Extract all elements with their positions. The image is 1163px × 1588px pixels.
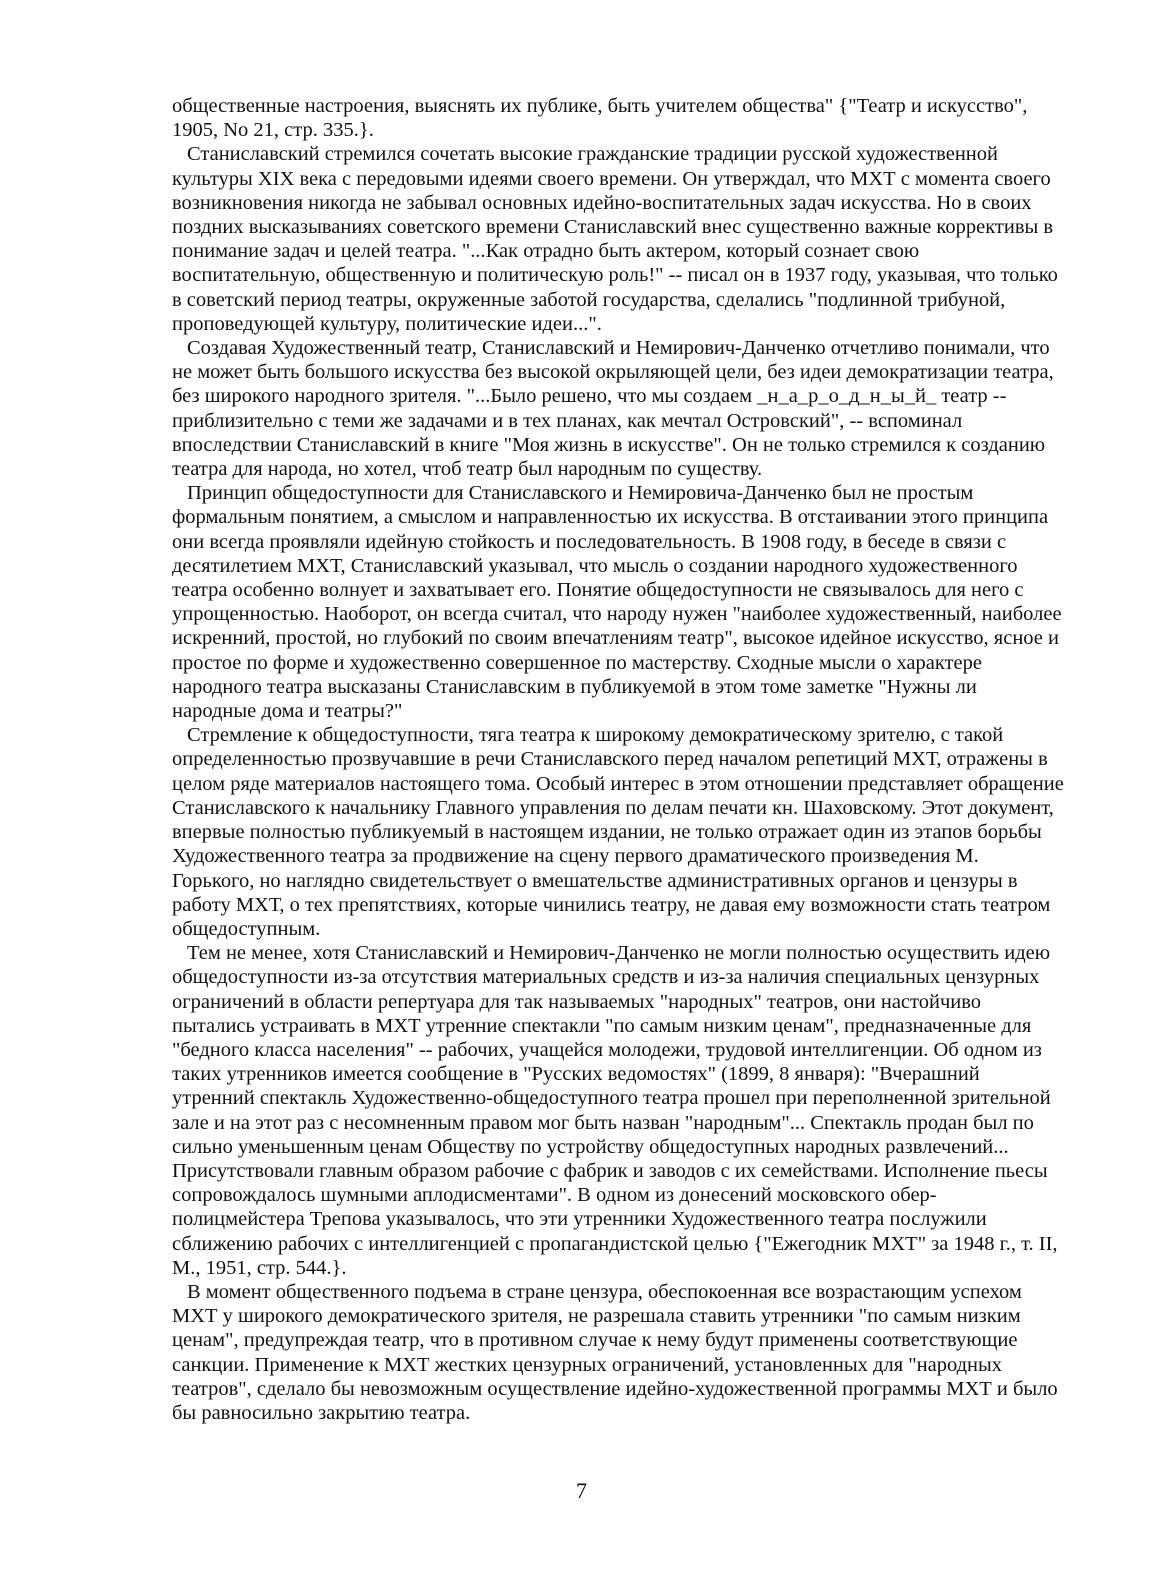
paragraph-people-theatre: Создавая Художественный театр, Станиславский и Немирович-Данченко отчетливо понимали, что не может быть большого искусства без высокой окрыляющей цели, без идеи демократизации театра, без широкого народного зрителя. "...Было решено, что мы создаем _н_а_р_о_д_н_ы_й_ театр -- приблизительно с теми же задачами и в тех планах, как мечтал Островский", -- вспоминал впоследствии Станиславский в книге "Моя жизнь в искусстве". Он не только стремился к созданию театра для народа, но хотел, чтоб театр был народным по существу. (172, 337, 1054, 481)
paragraph-morning-performances: Тем не менее, хотя Станиславский и Немирович-Данченко не могли полностью осуществить идею общедоступности из-за отсутствия материальных средств и из-за наличия специальных цензурных ограничений в области репертуара для так называемых "народных" театров, они настойчиво пытались устраивать в МХТ утренние спектакли "по самым низким ценам", предназначенные для "бедного класса населения" -- рабочих, учащейся молодежи, трудовой интеллигенции. Об одном из таких утренников имеется сообщение в "Русских ведомостях" (1899, 8 января): "Вчерашний утренний спектакль Художественно-общедоступного театра прошел при переполненной зрительной зале и на этот раз с несомненным правом мог быть назван "народным"... Спектакль продан был по сильно уменьшенным ценам Обществу по устройству общедоступных народных развлечений... Присутствовали главным образом рабочие с фабрик и заводов с их семействами. Исполнение пьесы сопровождалось шумными аплодисментами". В одном из донесений московского обер-полицмейстера Трепова указывалось, что эти утренники Художественного театра послужили сближению рабочих с интеллигенцией с пропагандистской целью {"Ежегодник МХТ" за 1948 г., т. II, М., 1951, стр. 544.}. (172, 942, 1058, 1279)
paragraph-accessibility-principle: Принцип общедоступности для Станиславского и Немировича-Данченко был не простым формальным понятием, а смыслом и направленностью их искусства. В отстаивании этого принципа они всегда проявляли идейную стойкость и последовательность. В 1908 году, в беседе в связи с десятилетием МХТ, Станиславский указывал, что мысль о создании народного художественного театра особенно волнует и захватывает его. Понятие общедоступности не связывалось для него с упрощенностью. Наоборот, он всегда считал, что народу нужен "наиболее художественный, наиболее искренний, простой, но глубокий по своим впечатлениям театр", высокое идейное искусство, ясное и простое по форме и художественно совершенное по мастерству. Сходные мысли о характере народного театра высказаны Станиславским в публикуемой в этом томе заметке "Нужны ли народные дома и театры?" (172, 482, 1062, 723)
paragraph-civic-traditions: Станиславский стремился сочетать высокие гражданские традиции русской художественной культуры XIX века с передовыми идеями своего времени. Он утверждал, что МХТ с момента своего возникновения никогда не забывал основных идейно-воспитательных задач искусства. Но в своих поздних высказываниях советского времени Станиславский внес существенно важные коррективы в понимание задач и целей театра. "...Как отрадно быть актером, который сознает свою воспитательную, общественную и политическую роль!" -- писал он в 1937 году, указывая, что только в советский период театры, окруженные заботой государства, сделались "подлинной трибуной, проповедующей культуру, политические идеи...". (172, 143, 1058, 335)
document-body (172, 94, 1064, 1425)
paragraph-democratic-audience: Стремление к общедоступности, тяга театра к широкому демократическому зрителю, с такой определенностью прозвучавшие в речи Станиславского перед началом репетиций МХТ, отражены в целом ряде материалов настоящего тома. Особый интерес в этом отношении представляет обращение Станиславского к начальнику Главного управления по делам печати кн. Шаховскому. Этот документ, впервые полностью публикуемый в настоящем издании, не только отражает один из этапов борьбы Художественного театра за продвижение на сцену первого драматического произведения М. Горького, но наглядно свидетельствует о вмешательстве административных органов и цензуры в работу МХТ, о тех препятствиях, которые чинились театру, не давая ему возможности стать театром общедоступным. (172, 724, 1064, 940)
page-number: 7 (576, 1478, 587, 1503)
paragraph-censorship: В момент общественного подъема в стране цензура, обеспокоенная все возрастающим успехом МХТ у широкого демократического зрителя, не разрешала ставить утренники "по самым низким ценам", предупреждая театр, что в противном случае к нему будут применены соответствующие санкции. Применение к МХТ жестких цензурных ограничений, установленных для "народных театров", сделало бы невозможным осуществление идейно-художественной программы МХТ и было бы равносильно закрытию театра. (172, 1280, 1058, 1424)
paragraph-continuation: общественные настроения, выяснять их публике, быть учителем общества" {"Театр и искусство", 1905, No 21, стр. 335.}. (172, 95, 1028, 142)
